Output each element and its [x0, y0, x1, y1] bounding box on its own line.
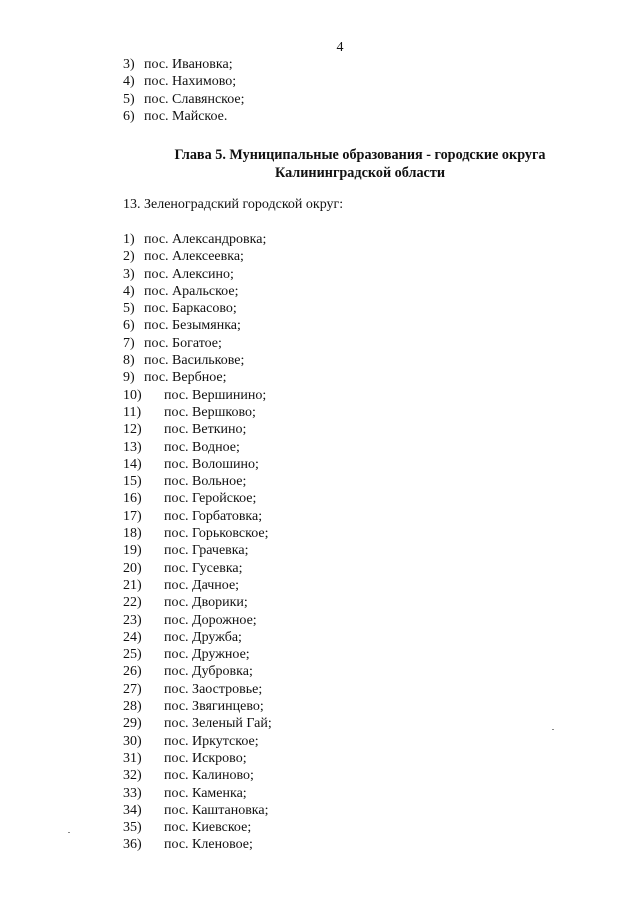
item-text: пос. Грачевка; — [164, 543, 249, 559]
list-item — [123, 681, 272, 698]
item-number: 24) — [123, 629, 142, 645]
item-text: пос. Калиново; — [164, 768, 254, 784]
list-item — [123, 733, 272, 750]
item-number: 4) — [123, 74, 135, 90]
item-number: 15) — [123, 474, 142, 490]
list-item — [123, 525, 272, 542]
item-text: пос. Александровка; — [144, 232, 267, 247]
list-item — [123, 767, 272, 784]
item-text: пос. Нахимово; — [144, 74, 237, 90]
list-item — [123, 56, 245, 73]
item-number: 1) — [123, 232, 135, 247]
item-number: 9) — [123, 370, 135, 386]
item-number: 27) — [123, 681, 142, 697]
list-item — [123, 473, 272, 490]
list-item — [123, 317, 266, 334]
list-item — [123, 91, 245, 108]
item-number: 5) — [123, 301, 135, 317]
item-number: 26) — [123, 664, 142, 680]
item-text: пос. Дружба; — [164, 629, 242, 645]
item-number: 28) — [123, 699, 142, 715]
page-number: 4 — [336, 40, 344, 55]
chapter-heading-line-2: Калининградской области — [274, 165, 445, 181]
list-item — [123, 508, 272, 525]
item-text: пос. Алексеевка; — [144, 249, 244, 265]
item-text: пос. Вершково; — [164, 404, 256, 420]
item-text: пос. Зеленый Гай; — [164, 716, 272, 732]
list-item — [123, 698, 272, 715]
item-text: пос. Славянское; — [144, 91, 245, 107]
list-item — [123, 715, 272, 732]
list-item — [123, 819, 272, 836]
list-item — [123, 231, 266, 248]
list-item — [123, 421, 272, 438]
item-text: пос. Алексино; — [144, 266, 234, 282]
item-text: пос. Кленовое; — [164, 837, 253, 853]
list-item — [123, 646, 272, 663]
list-item — [123, 387, 272, 404]
item-number: 33) — [123, 785, 142, 801]
item-number: 6) — [123, 108, 135, 124]
list-item — [123, 352, 266, 369]
list-item — [123, 836, 272, 853]
item-number: 30) — [123, 733, 142, 749]
list-item — [123, 300, 266, 317]
item-text: пос. Вербное; — [144, 370, 227, 386]
scan-speck — [68, 832, 70, 833]
item-number: 16) — [123, 491, 142, 507]
item-text: пос. Дубровка; — [164, 664, 253, 680]
list-item — [123, 404, 272, 421]
item-text: пос. Майское. — [144, 108, 228, 124]
item-text: пос. Киевское; — [164, 820, 252, 836]
item-text: пос. Каменка; — [164, 785, 247, 801]
item-number: 21) — [123, 577, 142, 593]
list-item — [123, 266, 266, 283]
list-item — [123, 594, 272, 611]
item-number: 18) — [123, 526, 142, 542]
chapter-heading-line-1: Глава 5. Муниципальные образования - городские округа — [174, 147, 546, 163]
item-text: пос. Богатое; — [144, 335, 222, 351]
item-text: пос. Водное; — [164, 439, 240, 455]
list-item — [123, 560, 272, 577]
list-item — [123, 248, 266, 265]
item-text: пос. Иркутское; — [164, 733, 259, 749]
list-item — [123, 802, 272, 819]
section-title: 13. Зеленоградский городской округ: — [123, 197, 344, 212]
settlement-list-part-2 — [123, 387, 272, 854]
item-number: 22) — [123, 595, 142, 611]
list-item — [123, 335, 266, 352]
item-number: 7) — [123, 335, 135, 351]
item-number: 34) — [123, 802, 142, 818]
list-item — [123, 456, 272, 473]
list-item — [123, 369, 266, 386]
item-number: 8) — [123, 353, 135, 369]
item-number: 29) — [123, 716, 142, 732]
item-text: пос. Аральское; — [144, 283, 239, 299]
item-number: 23) — [123, 612, 142, 628]
list-item — [123, 439, 272, 456]
item-number: 25) — [123, 647, 142, 663]
list-item — [123, 283, 266, 300]
item-text: пос. Веткино; — [164, 422, 247, 438]
item-text: пос. Дворики; — [164, 595, 248, 611]
item-text: пос. Ивановка; — [144, 57, 233, 72]
item-text: пос. Дачное; — [164, 577, 240, 593]
item-number: 6) — [123, 318, 135, 334]
item-text: пос. Волошино; — [164, 456, 259, 472]
item-text: пос. Гусевка; — [164, 560, 243, 576]
chapter-heading — [80, 146, 640, 182]
item-text: пос. Безымянка; — [144, 318, 241, 334]
previous-list — [123, 56, 245, 125]
item-number: 32) — [123, 768, 142, 784]
item-number: 31) — [123, 750, 142, 766]
item-number: 36) — [123, 837, 142, 853]
item-number: 10) — [123, 387, 142, 403]
list-item — [123, 750, 272, 767]
item-number: 35) — [123, 820, 142, 836]
item-text: пос. Баркасово; — [144, 301, 237, 317]
item-text: пос. Вершинино; — [164, 387, 267, 403]
item-text: пос. Искрово; — [164, 750, 247, 766]
list-item — [123, 612, 272, 629]
item-number: 3) — [123, 266, 135, 282]
item-number: 12) — [123, 422, 142, 438]
item-text: пос. Дорожное; — [164, 612, 257, 628]
list-item — [123, 108, 245, 125]
item-number: 13) — [123, 439, 142, 455]
list-item — [123, 542, 272, 559]
item-number: 20) — [123, 560, 142, 576]
item-number: 3) — [123, 57, 135, 72]
item-text: пос. Василькове; — [144, 353, 245, 369]
list-item — [123, 785, 272, 802]
list-item — [123, 577, 272, 594]
list-item — [123, 73, 245, 90]
item-number: 11) — [123, 404, 142, 420]
item-number: 2) — [123, 249, 135, 265]
item-number: 19) — [123, 543, 142, 559]
settlement-list-part-1 — [123, 231, 266, 387]
item-text: пос. Заостровье; — [164, 681, 263, 697]
item-text: пос. Горьковское; — [164, 526, 269, 542]
item-text: пос. Дружное; — [164, 647, 250, 663]
item-number: 17) — [123, 508, 142, 524]
item-number: 5) — [123, 91, 135, 107]
item-text: пос. Вольное; — [164, 474, 247, 490]
item-text: пос. Геройское; — [164, 491, 257, 507]
item-text: пос. Каштановка; — [164, 802, 269, 818]
item-number: 4) — [123, 283, 135, 299]
item-text: пос. Звягинцево; — [164, 699, 264, 715]
list-item — [123, 663, 272, 680]
scan-speck — [552, 729, 554, 730]
item-text: пос. Горбатовка; — [164, 508, 263, 524]
list-item — [123, 629, 272, 646]
list-item — [123, 490, 272, 507]
item-number: 14) — [123, 456, 142, 472]
